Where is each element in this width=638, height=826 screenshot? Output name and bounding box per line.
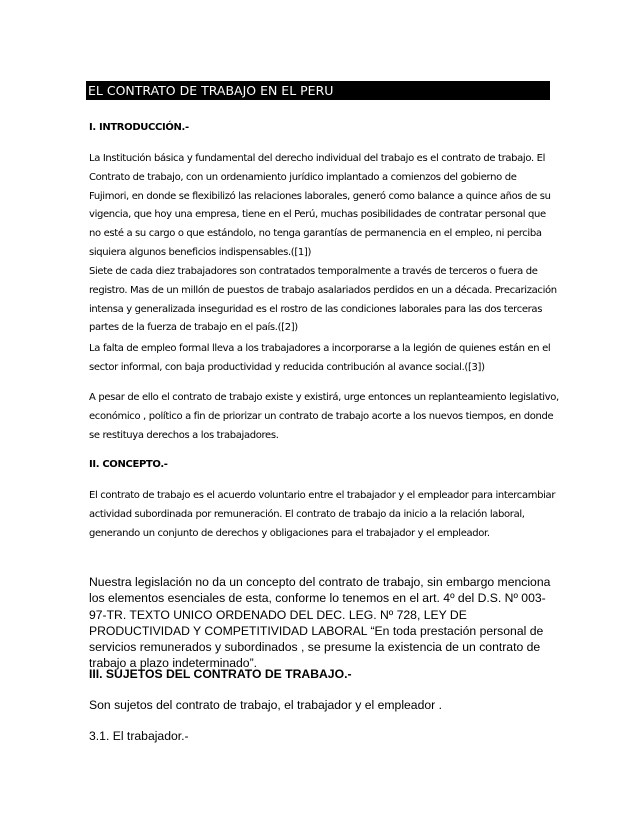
concept-heading: II. CONCEPTO.- [89, 459, 168, 470]
document-title: EL CONTRATO DE TRABAJO EN EL PERU [86, 81, 550, 100]
intro-paragraph-4: A pesar de ello el contrato de trabajo existe y existirá, urge entonces un replanteamiento legislativo, económico , político a fin de priorizar un contrato de trabajo acorte a los nuevos tiempos, en donde se restituya derechos a los trabajadores. [89, 392, 559, 441]
intro-paragraph-2: Siete de cada diez trabajadores son contratados temporalmente a través de terceros o fuera de registro. Mas de un millón de puestos de trabajo asalariados perdidos en un a década. Precarización intensa y generalizada inseguridad es el rostro de las condiciones laborales para las dos terceras partes de la fuerza de trabajo en el país.([2]) [89, 266, 557, 334]
intro-heading: I. INTRODUCCIÓN.- [89, 122, 189, 133]
intro-paragraph-1: La Institución básica y fundamental del derecho individual del trabajo es el contrato de trabajo. El Contrato de trabajo, con un ordenamiento jurídico implantado a comienzos del gobierno de Fujimori, en donde se flexibilizó las relaciones laborales, generó como balance a quince años de su vigencia, que hoy una empresa, tiene en el Perú, muchas posibilidades de contratar personal que no esté a su cargo o que estándolo, no tenga garantías de permanencia en el empleo, ni perciba siquiera algunos beneficios indispensables.([1]) [89, 153, 551, 258]
intro-paragraph-3: La falta de empleo formal lleva a los trabajadores a incorporarse a la legión de quienes están en el sector informal, con baja productividad y reducida contribución al avance social.([3]) [89, 343, 551, 373]
subjects-subheading-worker: 3.1. El trabajador.- [89, 729, 189, 743]
subjects-paragraph-1: Son sujetos del contrato de trabajo, el trabajador y el empleador . [89, 698, 442, 712]
concept-paragraph-1: El contrato de trabajo es el acuerdo voluntario entre el trabajador y el empleador para intercambiar actividad subordinada por remuneración. El contrato de trabajo da inicio a la relación laboral, generando un conjunto de derechos y obligaciones para el trabajador y el empleador. [89, 490, 556, 539]
subjects-heading: III. SUJETOS DEL CONTRATO DE TRABAJO.- [89, 667, 352, 681]
concept-paragraph-2: Nuestra legislación no da un concepto del contrato de trabajo, sin embargo menciona los elementos esenciales de esta, conforme lo tenemos en el art. 4º del D.S. Nº 003-97-TR. TEXTO UNICO ORDENADO DEL DEC. LEG. Nº 728, LEY DE PRODUCTIVIDAD Y COMPETITIVIDAD LABORAL “En toda prestación personal de servicios remunerados y subordinados , se presume la existencia de un contrato de trabajo a plazo indeterminado”. [89, 575, 551, 671]
